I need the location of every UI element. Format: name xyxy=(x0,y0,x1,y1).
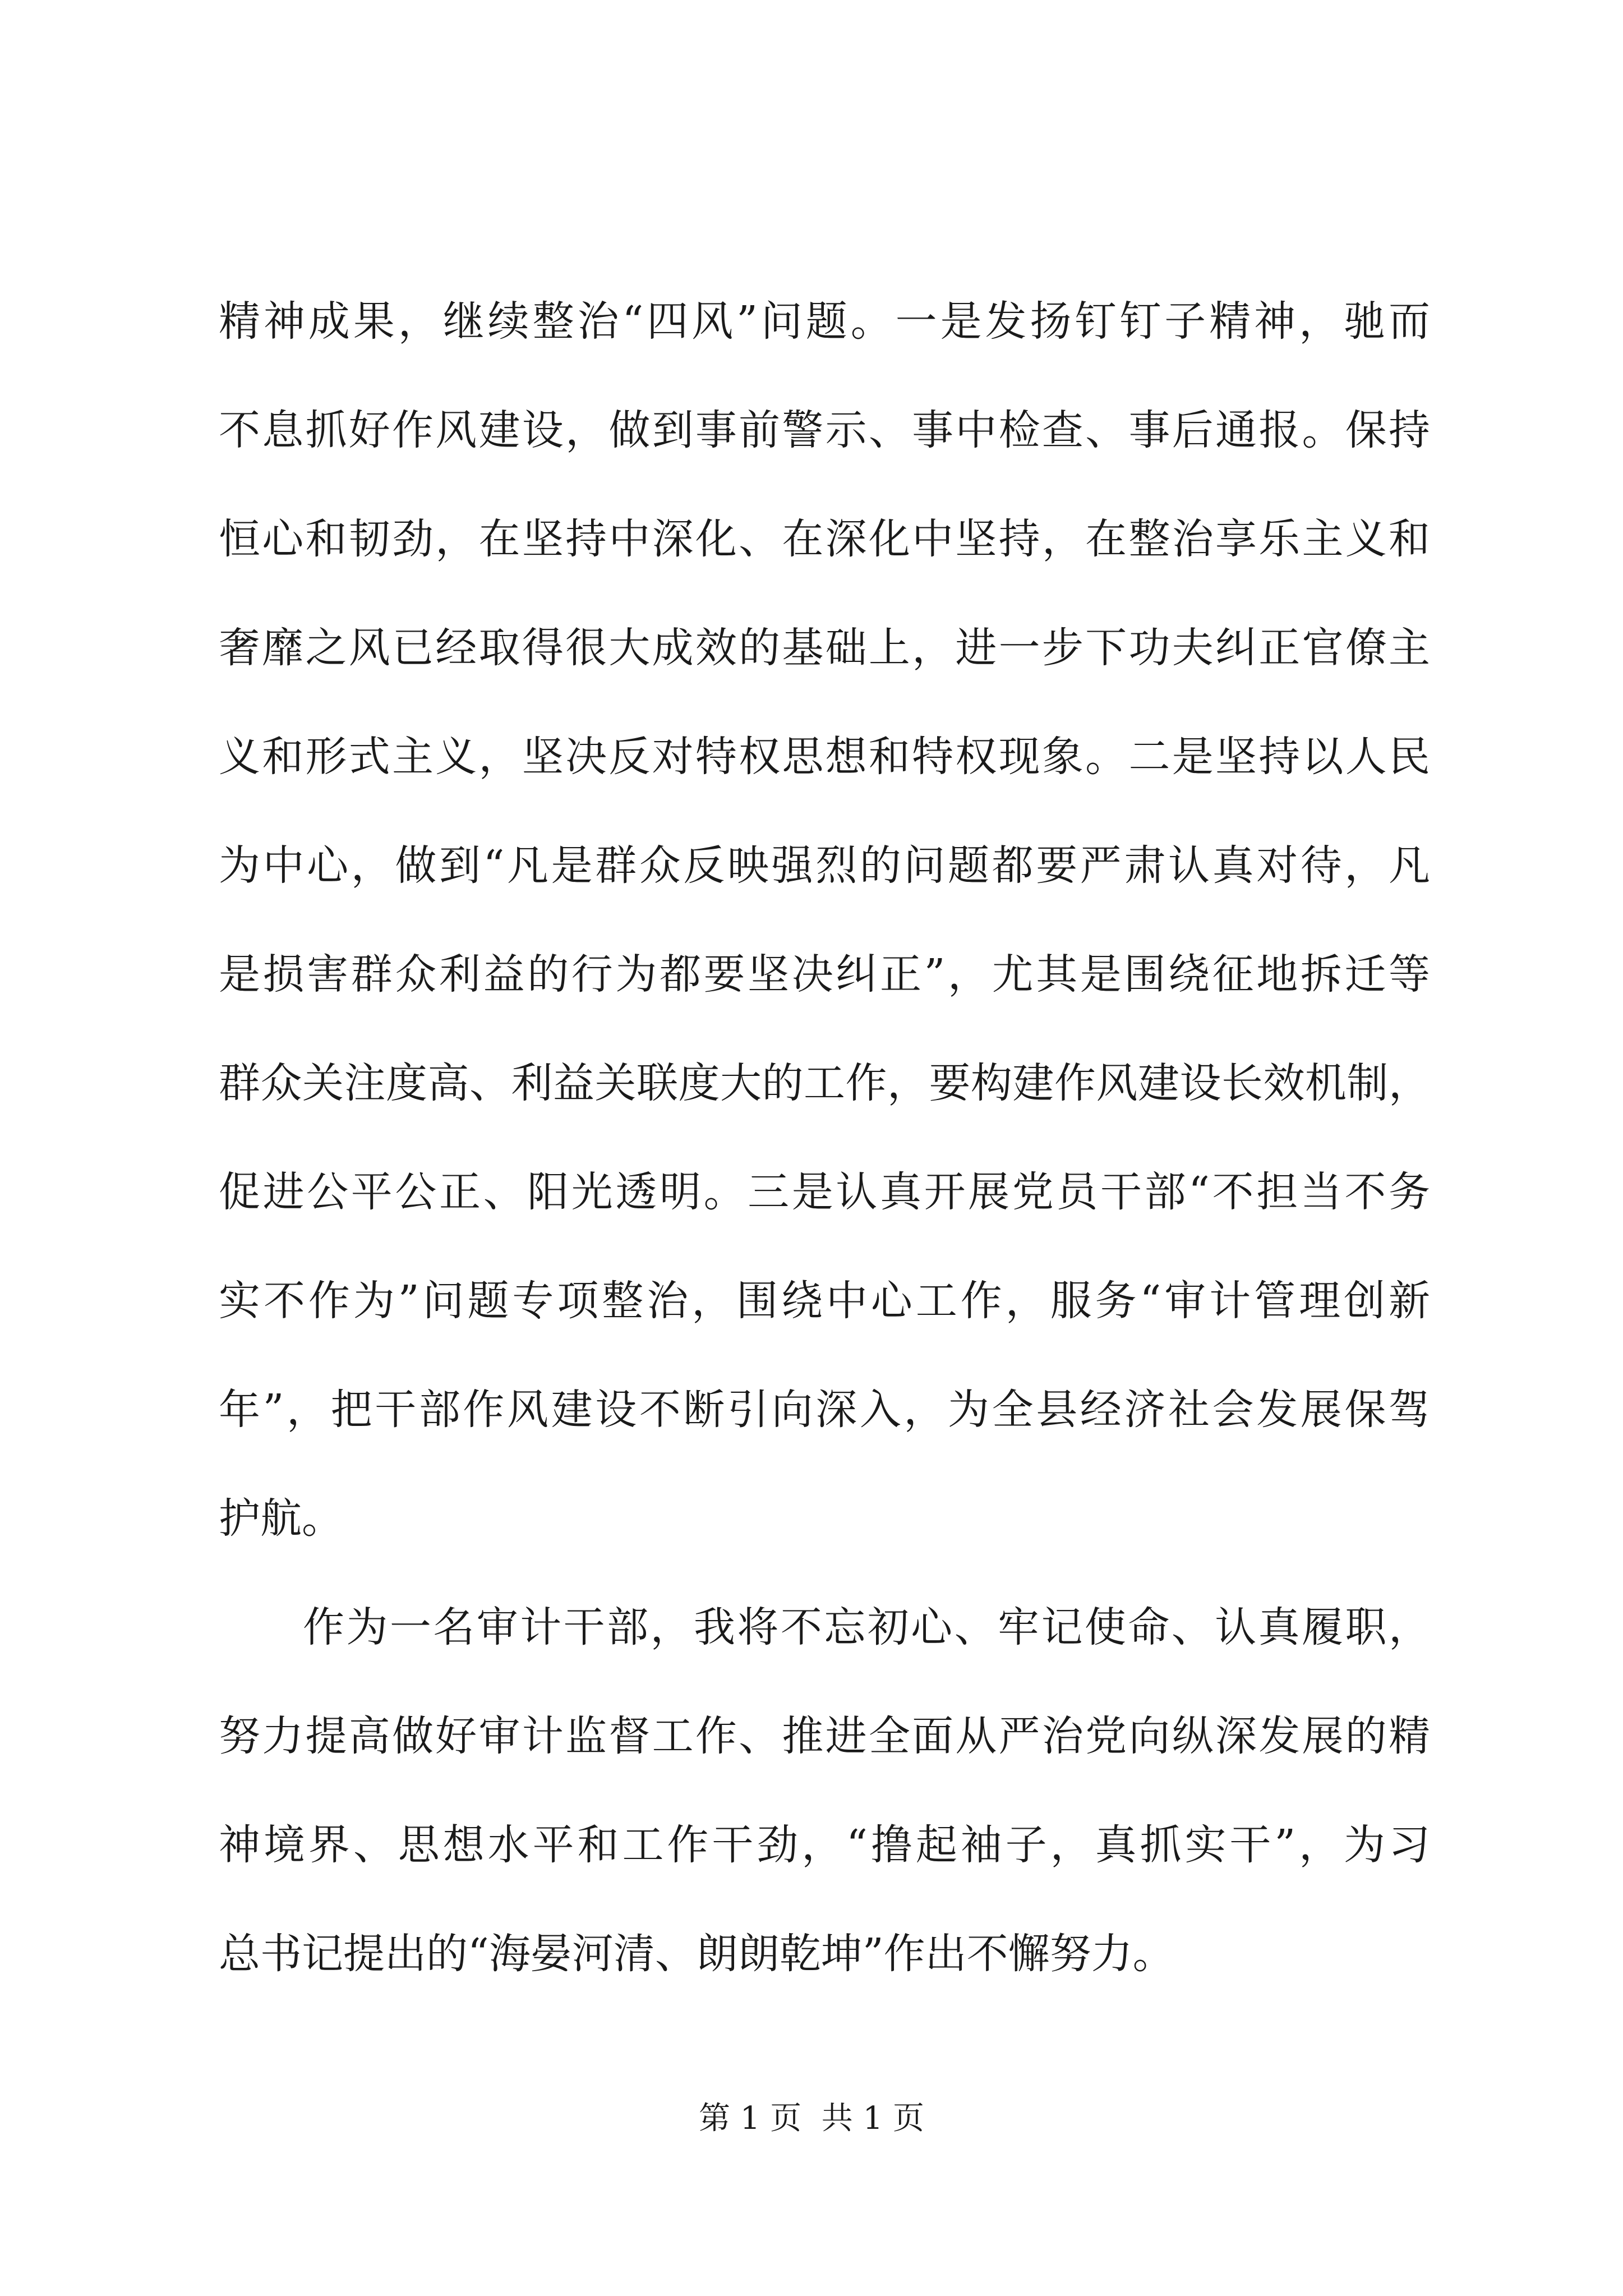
paragraph-1-line-4: 奢靡之风已经取得很大成效的基础上，进一步下功夫纠正官僚主 xyxy=(219,624,1430,672)
page-number-footer: 第 1 页 共 1 页 xyxy=(698,2100,925,2137)
paragraph-1-line-3: 恒心和韧劲，在坚持中深化、在深化中坚持，在整治享乐主义和 xyxy=(219,515,1430,563)
paragraph-1-line-2: 不息抓好作风建设，做到事前警示、事中检查、事后通报。保持 xyxy=(219,406,1430,454)
paragraph-1-line-7: 是损害群众利益的行为都要坚决纠正”，尤其是围绕征地拆迁等 xyxy=(219,950,1430,999)
paragraph-2-line-1: 作为一名审计干部，我将不忘初心、牢记使命、认真履职， xyxy=(303,1603,1430,1651)
paragraph-2-line-4: 总书记提出的“海晏河清、朗朗乾坤”作出不懈努力。 xyxy=(219,1930,1174,1978)
paragraph-1-line-10: 实不作为”问题专项整治，围绕中心工作，服务“审计管理创新 xyxy=(219,1277,1430,1325)
paragraph-1-line-5: 义和形式主义，坚决反对特权思想和特权现象。二是坚持以人民 xyxy=(219,733,1430,781)
paragraph-1-line-8: 群众关注度高、利益关联度大的工作，要构建作风建设长效机制， xyxy=(219,1059,1430,1107)
paragraph-1-line-12: 护航。 xyxy=(219,1494,343,1543)
paragraph-2-line-3: 神境界、思想水平和工作干劲，“撸起袖子，真抓实干”，为习 xyxy=(219,1821,1430,1869)
paragraph-2-line-2: 努力提高做好审计监督工作、推进全面从严治党向纵深发展的精 xyxy=(219,1712,1430,1760)
paragraph-1-line-9: 促进公平公正、阳光透明。三是认真开展党员干部“不担当不务 xyxy=(219,1168,1430,1216)
paragraph-1-line-11: 年”，把干部作风建设不断引向深入，为全县经济社会发展保驾 xyxy=(219,1386,1430,1434)
body-text xyxy=(219,267,1430,2008)
paragraph-1-line-6: 为中心，做到“凡是群众反映强烈的问题都要严肃认真对待，凡 xyxy=(219,841,1430,890)
paragraph-1-line-1: 精神成果，继续整治“四风”问题。一是发扬钉钉子精神，驰而 xyxy=(219,297,1430,346)
